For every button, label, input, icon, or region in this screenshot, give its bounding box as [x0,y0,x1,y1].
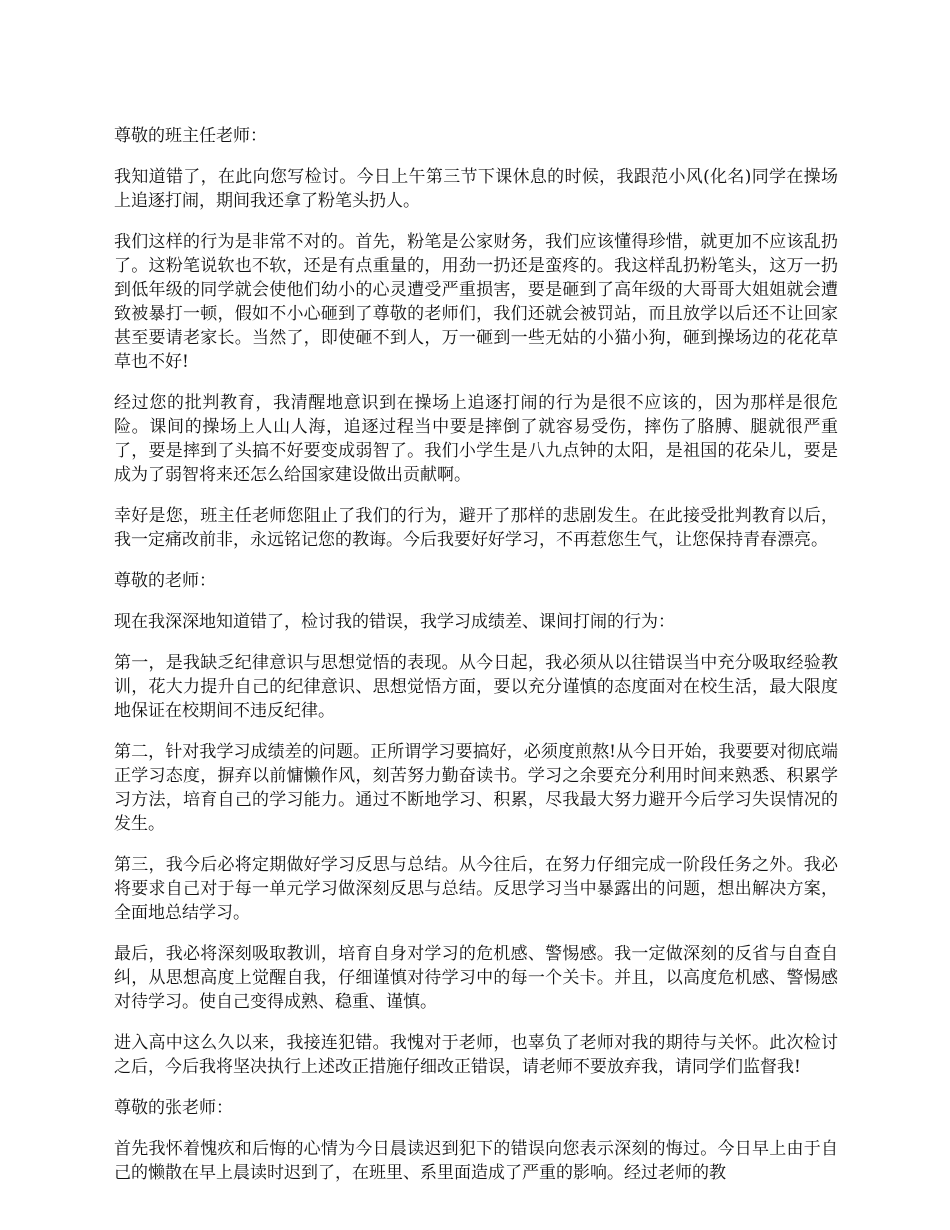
salutation-teacher: 尊敬的老师： [114,571,216,591]
paragraph: 进入高中这么久以来，我接连犯错。我愧对于老师，也辜负了老师对我的期待与关怀。此次检讨之后，今后我将坚决执行上述改正措施仔细改正错误，请老师不要放弃我，请同学们监督我! [114,1033,838,1077]
paragraph: 幸好是您，班主任老师您阻止了我们的行为，避开了那样的悲剧发生。在此接受批判教育以后，我一定痛改前非，永远铭记您的教诲。今后我要好好学习，不再惹您生气，让您保持青春漂亮。 [114,506,838,550]
paragraph: 我知道错了，在此向您写检讨。今日上午第三节下课休息的时候，我跟范小风(化名)同学在操场上追逐打闹，期间我还拿了粉笔头扔人。 [114,167,838,211]
salutation-teacher-zhang: 尊敬的张老师： [114,1098,233,1118]
paragraph: 我们这样的行为是非常不对的。首先，粉笔是公家财务，我们应该懂得珍惜，就更加不应该乱扔了。这粉笔说软也不软，还是有点重量的，用劲一扔还是蛮疼的。我这样乱扔粉笔头，这万一扔到低年级的同学就会使他们幼小的心灵遭受严重损害，要是砸到了高年级的大哥哥大姐姐就会遭致被暴打一顿，假如不小心砸到了尊敬的老师们，我们还就会被罚站，而且放学以后还不让回家甚至要请老家长。当然了，即使砸不到人，万一砸到一些无姑的小猫小狗，砸到操场边的花花草草也不好! [114,232,838,372]
paragraph: 最后，我必将深刻吸取教训，培育自身对学习的危机感、警惕感。我一定做深刻的反省与自查自纠，从思想高度上觉醒自我，仔细谨慎对待学习中的每一个关卡。并且，以高度危机感、警惕感对待学习。使自己变得成熟、稳重、谨慎。 [114,944,838,1012]
paragraph: 经过您的批判教育，我清醒地意识到在操场上追逐打闹的行为是很不应该的，因为那样是很危险。课间的操场上人山人海，追逐过程当中要是摔倒了就容易受伤，摔伤了胳膊、腿就很严重了，要是摔到了头搞不好要变成弱智了。我们小学生是八九点钟的太阳，是祖国的花朵儿，要是成为了弱智将来还怎么给国家建设做出贡献啊。 [114,393,838,485]
paragraph: 现在我深深地知道错了，检讨我的错误，我学习成绩差、课间打闹的行为： [114,612,675,632]
paragraph: 首先我怀着愧疚和后悔的心情为今日晨读迟到犯下的错误向您表示深刻的悔过。今日早上由于自己的懒散在早上晨读时迟到了，在班里、系里面造成了严重的影响。经过老师的教 [114,1139,838,1183]
paragraph: 第二，针对我学习成绩差的问题。正所谓学习要搞好，必须度煎熬!从今日开始，我要要对彻底端正学习态度，摒弃以前慵懒作风，刻苦努力勤奋读书。学习之余要充分利用时间来熟悉、积累学习方法，培育自己的学习能力。通过不断地学习、积累，尽我最大努力避开今后学习失误情况的发生。 [114,742,838,834]
paragraph: 第一，是我缺乏纪律意识与思想觉悟的表现。从今日起，我必须从以往错误当中充分吸取经验教训，花大力提升自己的纪律意识、思想觉悟方面，要以充分谨慎的态度面对在校生活，最大限度地保证在校期间不违反纪律。 [114,653,838,721]
salutation-class-teacher: 尊敬的班主任老师： [114,126,267,146]
document-body [114,124,838,1202]
paragraph: 第三，我今后必将定期做好学习反思与总结。从今往后，在努力仔细完成一阶段任务之外。我必将要求自己对于每一单元学习做深刻反思与总结。反思学习当中暴露出的问题，想出解决方案，全面地总结学习。 [114,855,838,923]
